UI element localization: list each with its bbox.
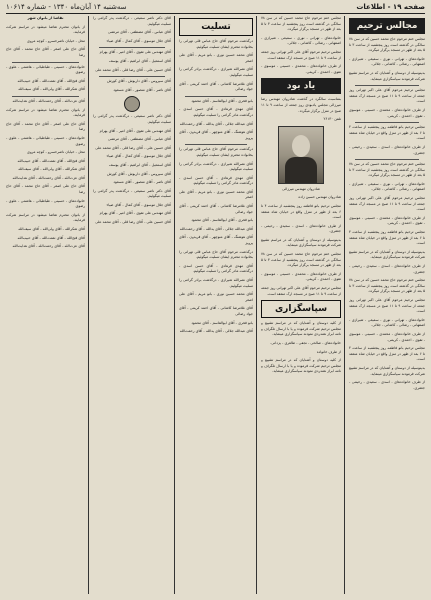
notice-paragraph: آقای شکرالله - آقای ولی‌الله - آقای سیف‌الله <box>18 227 85 232</box>
divider <box>355 85 419 86</box>
notice-paragraph: آقای جلال موسوی - آقای کمال - آقای ضیاء <box>106 154 171 159</box>
notice-paragraph: آقای عبدالله جلالی - آقای یدالله - آقای رحمت‌الله <box>179 121 253 126</box>
notice-paragraph: مجلس ختم مرحوم حاج محمد حسین که در سن ۷۸ سالگی در گذشته است روز پنجشنبه از ساعت ۳ تا ۵ بعد از ظهر در مسجد برگزار میگردد. <box>261 16 341 32</box>
notice-paragraph: محل - خیابان ناصرخسرو - کوچه مروی <box>27 150 85 155</box>
notice-paragraph: از کلیه دوستان و آشنایان که در مراسم تشییع و مجلس ترحیم شرکت فرموده و یا با ارسال تلگراف و نامه ابراز همدردی نمودند سپاسگزاری مینماید. <box>261 321 341 337</box>
column-rule <box>344 16 345 594</box>
divider <box>12 96 79 97</box>
ceremonies-banner: مجالس ترحیم <box>349 18 425 34</box>
column-condolences <box>179 16 253 594</box>
notice-paragraph: از طرف خانواده‌های - محمدی - حسینی - موسوی - تقوی - احمدی - کریمی. <box>261 64 341 74</box>
notice-paragraph: آقای حاج علی اصغر - آقای حاج محمد - آقای حاج رضا <box>6 121 85 132</box>
divider <box>12 62 79 63</box>
notice-paragraph: آقای شکرالله - آقای ولی‌الله - آقای سیف‌الله <box>18 167 85 172</box>
notice-paragraph: آقای دکتر ناصر سمیعی - درگذشت پدر گرامی را تسلیت میگوئیم. <box>93 188 171 199</box>
photo-caption: شادروان مهندس میرزائی <box>282 186 320 191</box>
notice-paragraph: از طرف خانواده <box>316 349 341 354</box>
notice-paragraph: آقای شکرالله - آقای ولی‌الله - آقای سیف‌الله <box>18 87 85 92</box>
notice-paragraph: از طرف خانواده‌های - محمدی - حسینی - موسوی - تقوی - احمدی - کریمی. <box>349 107 425 118</box>
notice-paragraph: محل - خیابان ناصرخسرو - کوچه مروی <box>27 38 85 43</box>
notice-paragraph: آقای حسین علی - آقای رضا قلی - آقای محمد علی <box>95 220 171 225</box>
notice-paragraph: آقای هوشنگ - آقای منوچهر - آقای فریدون - آقای پرویز <box>179 130 253 140</box>
notice-paragraph: آقای مهندس علی تقوی - آقای امیر - آقای بهرام <box>99 50 171 55</box>
notice-paragraph: از بانوان محترم تقاضا میشود در مراسم شرکت فرمایند. <box>6 212 85 223</box>
notice-paragraph: آقای دکتر ناصر سمیعی - درگذشت پدر گرامی را تسلیت میگوئیم. <box>93 114 171 124</box>
column-requests <box>6 16 85 594</box>
notice-paragraph: از بانوان محترم تقاضا میشود در مراسم شرکت فرمایند. <box>6 24 85 35</box>
divider <box>355 159 419 160</box>
notice-paragraph: آقای محمد حسین نوری - بانو مریم - آقای علی اصغر <box>179 189 253 200</box>
notice-paragraph: آقای دکتر ناصر سمیعی - درگذشت پدر گرامی را تسلیت میگوئیم. <box>93 16 171 26</box>
page-header <box>6 2 425 14</box>
notice-paragraph: تلفن ۲۶۱۳۰ <box>323 117 341 122</box>
notice-paragraph: آقای سیروس - آقای داریوش - آقای کورش <box>107 171 171 176</box>
notice-paragraph: بانو فخری - آقای ابوالقاسم - آقای محمود <box>191 98 253 103</box>
column-notices <box>93 16 171 594</box>
notice-paragraph: از طرف خانواده‌های - محمدی - حسینی - موسوی - تقوی - احمدی - کریمی. <box>349 215 425 226</box>
notice-paragraph: بانو فخری - آقای ابوالقاسم - آقای محمود <box>191 320 253 325</box>
notice-paragraph: آقای نصرالله شیرازی - درگذشت برادر گرامی را تسلیت میگوئیم. <box>179 67 253 77</box>
notice-paragraph: مجلس ختم مرحوم حاج محمد حسین که در سن ۷۸ سالگی در گذشته است روز پنجشنبه از ساعت ۳ تا ۵ بعد از ظهر در مسجد برگزار میگردد. <box>261 252 341 268</box>
notice-paragraph: آقای عباس - آقای مصطفی - آقای مرتضی <box>108 30 171 35</box>
notice-paragraph: آقای ناصر - آقای منصور - آقای مسعود <box>113 87 171 92</box>
notice-paragraph: آقای ناصر - آقای منصور - آقای مسعود <box>113 180 171 185</box>
notice-paragraph: آقای فتح‌الله - آقای نعمت‌الله - آقای حبیب‌الله <box>17 235 85 240</box>
column-rule <box>256 16 257 594</box>
notice-paragraph: بدینوسیله از دوستان و آشنایان که در مراسم تشییع شرکت فرمودند سپاسگزاری مینماید. <box>349 249 425 260</box>
notice-paragraph: خانواده‌های - حسینی - طباطبائی - هاشمی - علوی - رضوی <box>6 135 85 146</box>
notice-paragraph: از طرف خانواده‌های - اسدی - سعیدی - رحیمی - جعفری. <box>349 264 425 274</box>
notice-paragraph: از طرف خانواده‌های - اسدی - سعیدی - رحیمی - جعفری. <box>349 144 425 155</box>
notice-paragraph: آقای غلامرضا کاشانی - آقای احمد کریمی - آقای جواد رضائی <box>179 204 253 214</box>
notice-paragraph: آقای مهندس علی تقوی - آقای امیر - آقای بهرام <box>99 128 171 133</box>
notice-paragraph: آقای حاج علی اصغر - آقای حاج محمد - آقای حاج رضا <box>6 47 85 57</box>
notice-paragraph: آقای غلامرضا کاشانی - آقای احمد کریمی - آقای جواد رضائی <box>179 306 253 316</box>
notice-paragraph: مجلس ختم مرحوم حاج محمد حسین که در سن ۷۸ سالگی در گذشته است روز پنجشنبه از ساعت ۳ تا ۵ بعد از ظهر در مسجد برگزار میگردد. <box>349 37 425 53</box>
notice-paragraph: مجلس ترحیم مرحوم آقای علی اکبر تهرانی روز جمعه از ساعت ۹ تا ۱۱ صبح در مسجد ارک منعقد است. <box>261 286 341 296</box>
notice-paragraph: آقای جلال موسوی - آقای کمال - آقای ضیاء <box>106 202 171 207</box>
notice-paragraph: درگذشت مرحوم آقای حاج عباس قلی تهرانی را بخانواده محترم ایشان تسلیت میگوئیم. <box>179 147 253 157</box>
notice-paragraph: آقای جلال موسوی - آقای کمال - آقای ضیاء <box>106 38 171 43</box>
divider <box>185 144 247 145</box>
notice-paragraph: بدینوسیله از دوستان و آشنایان که در مراسم تشییع شرکت فرمودند سپاسگزاری مینماید. <box>261 237 341 248</box>
notice-paragraph: بمناسبت سالگرد در گذشت شادروان مهندس رضا میرزائی مجلس یادبودی روز جمعه از ساعت ۹ تا ۱۱ صبح در منزل برگزار میگردد. <box>261 97 341 113</box>
notice-paragraph: بدینوسیله از دوستان و آشنایان که در مراسم تشییع شرکت فرمودند سپاسگزاری مینماید. <box>349 70 425 81</box>
column-ceremonies <box>349 16 425 594</box>
notice-paragraph: آقای حسین علی - آقای رضا قلی - آقای محمد علی <box>95 67 171 72</box>
notice-paragraph: آقای عزت‌الله - آقای رحمت‌الله - آقای هدایت‌الله <box>12 98 85 103</box>
notice-paragraph: آقای فتح‌الله - آقای نعمت‌الله - آقای حبیب‌الله <box>17 78 85 83</box>
notice-paragraph: خانواده‌های - صالحی - نجفی - طاهری - یزدانی. <box>270 341 341 345</box>
notice-paragraph: آقای محمد حسین نوری - بانو مریم - آقای علی اصغر <box>179 53 253 63</box>
notice-paragraph: مجلس ترحیم مرحوم آقای علی اکبر تهرانی روز جمعه از ساعت ۹ تا ۱۱ صبح در مسجد ارک منعقد است. <box>349 297 425 314</box>
notice-paragraph: خانواده‌های - حسینی - طباطبائی - هاشمی - علوی - رضوی <box>6 64 85 75</box>
notice-paragraph: شادروان مهندس حسین زاده <box>298 195 341 200</box>
notice-paragraph: خانواده‌های - تهرانی - نوری - سمیعی - شیرازی - اصفهانی - رضائی - کاشانی - جلالی. <box>349 181 425 192</box>
notice-paragraph: خانواده‌های - حسینی - طباطبائی - هاشمی - علوی - رضوی <box>6 198 85 209</box>
notice-paragraph: آقای عباس - آقای مصطفی - آقای مرتضی <box>108 137 171 142</box>
notice-paragraph: از طرف خانواده‌های - محمدی - حسینی - موسوی - تقوی - احمدی - کریمی. <box>349 331 425 342</box>
notice-paragraph: مجلس ترحیم مرحوم آقای علی اکبر تهرانی روز جمعه از ساعت ۹ تا ۱۱ صبح در مسجد ارک منعقد است. <box>349 88 425 104</box>
notice-title <box>6 16 85 22</box>
notice-paragraph: آقای نصرالله شیرازی - درگذشت برادر گرامی را تسلیت میگوئیم. <box>179 161 253 172</box>
notice-paragraph: آقای نصرالله شیرازی - درگذشت برادر گرامی را تسلیت میگوئیم. <box>179 278 253 288</box>
notice-paragraph: مجلس ترحیم بانو فاطمه روز پنجشنبه از ساعت ۴ تا ۶ بعد از ظهر در منزل واقع در خیابان شاه منعقد است. <box>349 230 425 246</box>
notice-paragraph: مجلس ترحیم مرحوم آقای علی اکبر تهرانی روز جمعه از ساعت ۹ تا ۱۱ صبح در مسجد ارک منعقد است. <box>349 196 425 212</box>
notice-paragraph: درگذشت مرحوم آقای حاج عباس قلی تهرانی را بخانواده محترم ایشان تسلیت میگوئیم. <box>179 249 253 260</box>
notice-paragraph: آقای مهدی فرهادی - آقای حسن اسدی - درگذشت مادر گرامی را تسلیت میگوئیم. <box>179 107 253 117</box>
notice-paragraph: آقای حسین علی - آقای رضا قلی - آقای محمد علی <box>95 145 171 150</box>
condolences-banner: تسلیت <box>179 18 253 36</box>
column-memorial <box>261 16 341 594</box>
divider <box>99 76 165 77</box>
notice-paragraph: از طرف خانواده‌های - اسدی - سعیدی - رحیمی - جعفری. <box>261 223 341 234</box>
notice-paragraph: از طرف خانواده‌های - اسدی - سعیدی - رحیمی - جعفری. <box>349 380 425 390</box>
memorial-banner: یاد بود <box>261 78 341 94</box>
notice-paragraph: خانواده‌های - تهرانی - نوری - سمیعی - شیرازی - اصفهانی - رضائی - کاشانی - جلالی. <box>349 56 425 67</box>
date-label: سه‌شنبه ۱۴ آبان‌ماه ۱۳۴۰ - شماره ۱۰۶۱۴ <box>6 3 127 11</box>
notice-paragraph: بانو فخری - آقای ابوالقاسم - آقای محمود <box>191 218 253 223</box>
column-rule <box>174 16 175 594</box>
notice-paragraph: آقای سیروس - آقای داریوش - آقای کورش <box>107 79 171 84</box>
notice-paragraph: مجلس ترحیم بانو فاطمه روز پنجشنبه از ساعت ۴ تا ۶ بعد از ظهر در منزل واقع در خیابان شاه منعقد است. <box>349 346 425 362</box>
notice-paragraph: مجلس ختم مرحوم حاج محمد حسین که در سن ۷۸ سالگی در گذشته است روز پنجشنبه از ساعت ۳ تا ۵ بعد از ظهر در مسجد برگزار میگردد. <box>349 278 425 294</box>
notice-paragraph: مجلس ترحیم مرحوم آقای علی اکبر تهرانی روز جمعه از ساعت ۹ تا ۱۱ صبح در مسجد ارک منعقد است. <box>261 49 341 60</box>
emblem-seal <box>124 96 140 112</box>
divider <box>355 122 419 123</box>
divider <box>99 47 165 48</box>
notice-paragraph: آقای مهدی فرهادی - آقای حسن اسدی - درگذشت مادر گرامی را تسلیت میگوئیم. <box>179 263 253 274</box>
notice-paragraph: آقای حاج علی اصغر - آقای حاج محمد - آقای حاج رضا <box>6 184 85 195</box>
notice-paragraph: مجلس ختم مرحوم حاج محمد حسین که در سن ۷۸ سالگی در گذشته است روز پنجشنبه از ساعت ۳ تا ۵ بعد از ظهر در مسجد برگزار میگردد. <box>349 162 425 178</box>
request-title: تقاضا از بانوان شهر <box>27 16 64 20</box>
column-rule <box>88 16 89 594</box>
notice-paragraph: از بانوان محترم تقاضا میشود در مراسم شرکت فرمایند. <box>6 107 85 118</box>
portrait-photo <box>278 126 324 184</box>
notice-paragraph: خانواده‌های - تهرانی - نوری - سمیعی - شیرازی - اصفهانی - رضائی - کاشانی - جلالی. <box>261 35 341 46</box>
notice-paragraph: خانواده‌های - تهرانی - نوری - سمیعی - شیرازی - اصفهانی - رضائی - کاشانی - جلالی. <box>349 317 425 328</box>
notice-paragraph: آقای عزت‌الله - آقای رحمت‌الله - آقای هدایت‌الله <box>12 244 85 249</box>
notice-paragraph: درگذشت مرحوم آقای حاج عباس قلی تهرانی را بخانواده محترم ایشان تسلیت میگوئیم. <box>179 39 253 49</box>
notice-paragraph: از کلیه دوستان و آشنایان که در مراسم تشییع و مجلس ترحیم شرکت فرموده و یا با ارسال تلگراف و نامه ابراز همدردی نمودند سپاسگزاری مینماید. <box>261 358 341 374</box>
notice-paragraph: آقای محمد حسین نوری - بانو مریم - آقای علی اصغر <box>179 292 253 302</box>
notice-paragraph: آقای هوشنگ - آقای منوچهر - آقای فریدون - آقای پرویز <box>179 235 253 246</box>
notice-paragraph: بدینوسیله از دوستان و آشنایان که در مراسم تشییع شرکت فرمودند سپاسگزاری مینماید. <box>349 365 425 376</box>
notice-paragraph: آقای عزت‌الله - آقای رحمت‌الله - آقای هدایت‌الله <box>12 175 85 180</box>
divider <box>185 96 247 97</box>
notice-paragraph: آقای مهندس علی تقوی - آقای امیر - آقای بهرام <box>99 211 171 216</box>
notice-paragraph: آقای فتح‌الله - آقای نعمت‌الله - آقای حبیب‌الله <box>17 158 85 163</box>
notice-paragraph: مجلس ترحیم بانو فاطمه روز پنجشنبه از ساعت ۴ تا ۶ بعد از ظهر در منزل واقع در خیابان شاه منعقد است. <box>261 203 341 220</box>
notice-paragraph: آقای اسمعیل - آقای ابراهیم - آقای یوسف <box>108 162 171 167</box>
notice-paragraph: آقای عبدالله جلالی - آقای یدالله - آقای رحمت‌الله <box>179 226 253 231</box>
page-label: صفحه ۱۹ - اطلاعات <box>356 3 425 11</box>
notice-paragraph: آقای غلامرضا کاشانی - آقای احمد کریمی - آقای جواد رضائی <box>179 81 253 92</box>
notice-paragraph: آقای عبدالله جلالی - آقای یدالله - آقای رحمت‌الله <box>179 329 253 334</box>
notice-paragraph: آقای مهدی فرهادی - آقای حسن اسدی - درگذشت مادر گرامی را تسلیت میگوئیم. <box>179 175 253 186</box>
notice-paragraph: از طرف خانواده‌های - محمدی - حسینی - موسوی - تقوی - احمدی - کریمی. <box>261 271 341 282</box>
notice-paragraph: مجلس ترحیم بانو فاطمه روز پنجشنبه از ساعت ۴ تا ۶ بعد از ظهر در منزل واقع در خیابان شاه منعقد است. <box>349 125 425 141</box>
notice-paragraph: آقای اسمعیل - آقای ابراهیم - آقای یوسف <box>108 58 171 63</box>
thanks-banner: سپاسگزاری <box>261 300 341 318</box>
